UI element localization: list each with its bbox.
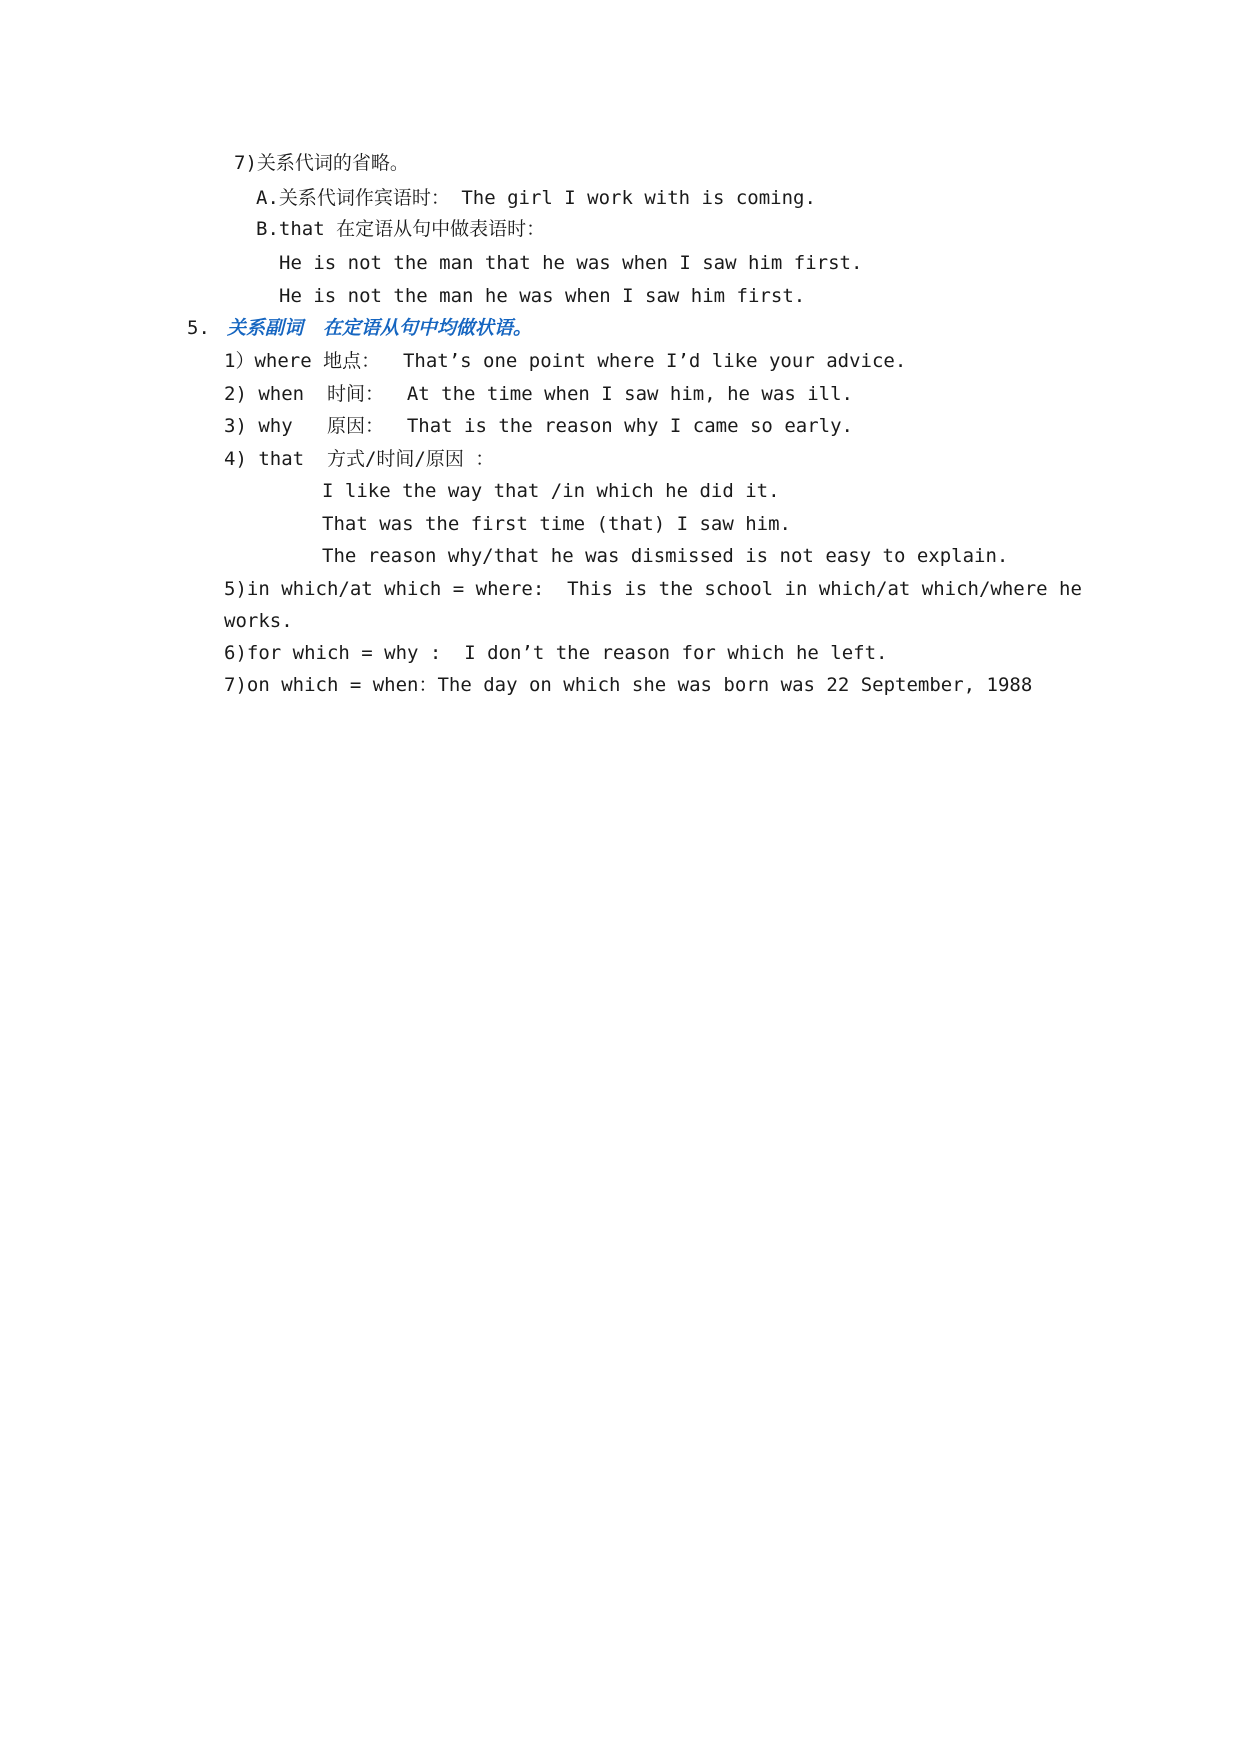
section-7-example-1: He is not the man that he was when I saw him first. bbox=[279, 252, 863, 274]
list-item: 4) that 方式/时间/原因 ： bbox=[224, 448, 495, 470]
section-7-title: 7)关系代词的省略。 bbox=[234, 152, 409, 174]
list-item-6: 6)for which = why : I don’t the reason for which he left. bbox=[224, 642, 888, 664]
list-item-5-line-1: 5)in which/at which = where: This is the school in which/at which/where he bbox=[224, 578, 1082, 600]
list-item: 1）where 地点： That’s one point where I’d like your advice. bbox=[224, 350, 907, 372]
list-item: 3) why 原因： That is the reason why I came so early. bbox=[224, 415, 853, 437]
section-7-item-b: B.that 在定语从句中做表语时： bbox=[256, 218, 546, 240]
that-example: The reason why/that he was dismissed is not easy to explain. bbox=[322, 545, 1009, 567]
that-example: I like the way that /in which he did it. bbox=[322, 480, 780, 502]
list-item-5-line-2: works. bbox=[224, 610, 293, 632]
section-7-example-2: He is not the man he was when I saw him first. bbox=[279, 285, 806, 307]
section-5-heading: 关系副词 在定语从句中均做状语。 bbox=[227, 317, 532, 339]
section-5-number: 5. bbox=[187, 317, 210, 339]
section-7-item-a: A.关系代词作宾语时： The girl I work with is coming. bbox=[256, 187, 816, 209]
list-item-7: 7)on which = when：The day on which she was born was 22 September, 1988 bbox=[224, 674, 1033, 696]
that-example: That was the first time (that) I saw him. bbox=[322, 513, 791, 535]
list-item: 2) when 时间： At the time when I saw him, he was ill. bbox=[224, 383, 853, 405]
